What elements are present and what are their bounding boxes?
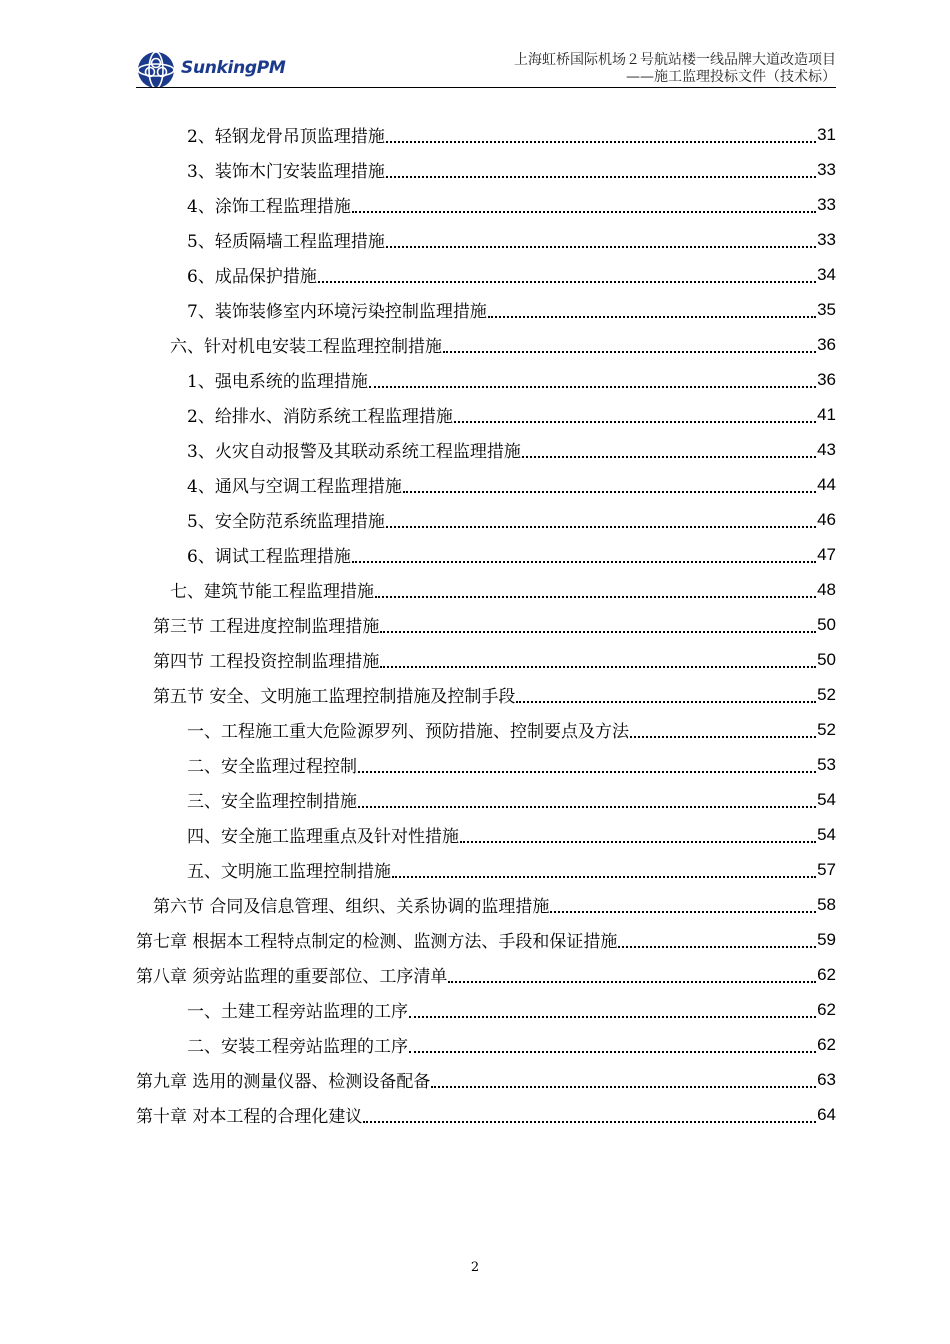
- toc-entry-title: 3、火灾自动报警及其联动系统工程监理措施: [187, 442, 521, 462]
- toc-entry-page: 54: [817, 789, 836, 809]
- toc-entry[interactable]: [170, 327, 836, 362]
- toc-dot-leader: [460, 831, 816, 843]
- toc-dot-leader: [318, 271, 816, 283]
- toc-entry-title: 三、安全监理控制措施: [187, 792, 357, 812]
- toc-entry[interactable]: [136, 922, 836, 957]
- toc-dot-leader: [386, 236, 816, 248]
- toc-entry-page: 48: [817, 579, 836, 599]
- toc-entry-page: 54: [817, 824, 836, 844]
- toc-entry[interactable]: [187, 852, 836, 887]
- toc-dot-leader: [386, 516, 816, 528]
- toc-entry-title: 4、涂饰工程监理措施: [187, 197, 351, 217]
- toc-entry-page: 33: [817, 159, 836, 179]
- toc-entry-page: 62: [817, 999, 836, 1019]
- toc-entry-page: 41: [817, 404, 836, 424]
- toc-dot-leader: [443, 341, 816, 353]
- toc-entry[interactable]: [136, 1062, 836, 1097]
- toc-entry[interactable]: [153, 642, 836, 677]
- toc-entry[interactable]: [187, 537, 836, 572]
- toc-entry-title: 7、装饰装修室内环境污染控制监理措施: [187, 302, 487, 322]
- toc-entry-page: 50: [817, 614, 836, 634]
- toc-entry-title: 第十章 对本工程的合理化建议: [136, 1107, 363, 1127]
- toc-dot-leader: [363, 1111, 816, 1123]
- toc-entry-title: 一、工程施工重大危险源罗列、预防措施、控制要点及方法: [187, 722, 629, 742]
- toc-entry-title: 4、通风与空调工程监理措施: [187, 477, 402, 497]
- toc-entry[interactable]: [187, 152, 836, 187]
- toc-entry[interactable]: [170, 572, 836, 607]
- toc-entry-title: 四、安全施工监理重点及针对性措施: [187, 827, 459, 847]
- toc-entry-page: 43: [817, 439, 836, 459]
- toc-entry[interactable]: [187, 712, 836, 747]
- toc-entry-page: 33: [817, 194, 836, 214]
- toc-entry-page: 52: [817, 684, 836, 704]
- toc-entry[interactable]: [187, 747, 836, 782]
- toc-entry[interactable]: [187, 467, 836, 502]
- toc-entry[interactable]: [187, 117, 836, 152]
- toc-entry[interactable]: [187, 432, 836, 467]
- toc-entry[interactable]: [187, 1027, 836, 1062]
- toc-dot-leader: [522, 446, 816, 458]
- toc-dot-leader: [380, 621, 816, 633]
- toc-entry-title: 第五节 安全、文明施工监理控制措施及控制手段: [153, 687, 516, 707]
- toc-entry-page: 36: [817, 369, 836, 389]
- toc-dot-leader: [392, 866, 816, 878]
- toc-entry[interactable]: [187, 397, 836, 432]
- toc-entry-title: 一、土建工程旁站监理的工序: [187, 1002, 408, 1022]
- toc-entry-page: 31: [817, 124, 836, 144]
- toc-dot-leader: [352, 551, 816, 563]
- header-project-line: 上海虹桥国际机场２号航站楼一线品牌大道改造项目: [514, 52, 836, 68]
- toc-entry-page: 64: [817, 1104, 836, 1124]
- toc-entry-page: 46: [817, 509, 836, 529]
- globe-logo-icon: [136, 50, 178, 90]
- toc-entry[interactable]: [187, 362, 836, 397]
- toc-entry-title: 第七章 根据本工程特点制定的检测、监测方法、手段和保证措施: [136, 932, 618, 952]
- toc-entry-title: 2、轻钢龙骨吊顶监理措施: [187, 127, 385, 147]
- toc-entry-page: 50: [817, 649, 836, 669]
- toc-entry-title: 6、成品保护措施: [187, 267, 317, 287]
- toc-entry-title: 二、安装工程旁站监理的工序: [187, 1037, 408, 1057]
- toc-dot-leader: [386, 166, 816, 178]
- toc-entry-page: 47: [817, 544, 836, 564]
- toc-entry-title: 1、强电系统的监理措施: [187, 372, 368, 392]
- toc-entry[interactable]: [136, 1097, 836, 1132]
- toc-entry[interactable]: [187, 992, 836, 1027]
- toc-dot-leader: [431, 1076, 816, 1088]
- toc-entry-page: 53: [817, 754, 836, 774]
- toc-entry-page: 59: [817, 929, 836, 949]
- toc-entry-title: 六、针对机电安装工程监理控制措施: [170, 337, 442, 357]
- toc-dot-leader: [448, 971, 816, 983]
- toc-entry-page: 52: [817, 719, 836, 739]
- toc-entry[interactable]: [187, 257, 836, 292]
- toc-entry-title: 七、建筑节能工程监理措施: [170, 582, 374, 602]
- toc-dot-leader: [369, 376, 816, 388]
- header-divider: [136, 87, 836, 88]
- toc-dot-leader: [630, 726, 816, 738]
- toc-dot-leader: [550, 901, 816, 913]
- toc-dot-leader: [488, 306, 816, 318]
- toc-dot-leader: [358, 761, 816, 773]
- toc-entry-page: 33: [817, 229, 836, 249]
- toc-entry[interactable]: [187, 782, 836, 817]
- header-doc-line: ——施工监理投标文件（技术标）: [626, 69, 836, 85]
- toc-entry-title: 第九章 选用的测量仪器、检测设备配备: [136, 1072, 431, 1092]
- toc-entry-title: 第三节 工程进度控制监理措施: [153, 617, 380, 637]
- toc-entry[interactable]: [187, 817, 836, 852]
- toc-dot-leader: [409, 1041, 816, 1053]
- logo-wordmark: SunkingPM: [181, 58, 286, 78]
- toc-entry-title: 2、给排水、消防系统工程监理措施: [187, 407, 453, 427]
- toc-dot-leader: [352, 201, 816, 213]
- toc-dot-leader: [375, 586, 816, 598]
- toc-entry-title: 五、文明施工监理控制措施: [187, 862, 391, 882]
- toc-entry-page: 58: [817, 894, 836, 914]
- toc-entry-title: 第六节 合同及信息管理、组织、关系协调的监理措施: [153, 897, 550, 917]
- toc-entry[interactable]: [187, 292, 836, 327]
- page-header: [514, 52, 836, 86]
- toc-dot-leader: [454, 411, 816, 423]
- toc-entry-title: 6、调试工程监理措施: [187, 547, 351, 567]
- toc-entry-page: 36: [817, 334, 836, 354]
- toc-entry[interactable]: [187, 502, 836, 537]
- company-logo: [136, 50, 286, 90]
- toc-entry-title: 第四节 工程投资控制监理措施: [153, 652, 380, 672]
- toc-entry[interactable]: [153, 607, 836, 642]
- toc-entry-title: 5、安全防范系统监理措施: [187, 512, 385, 532]
- toc-entry[interactable]: [187, 222, 836, 257]
- toc-dot-leader: [380, 656, 816, 668]
- page-number: 2: [470, 1260, 480, 1275]
- toc-entry-page: 34: [817, 264, 836, 284]
- toc-dot-leader: [409, 1006, 816, 1018]
- toc-entry[interactable]: [136, 957, 836, 992]
- toc-entry[interactable]: [187, 187, 836, 222]
- toc-entry-title: 第八章 须旁站监理的重要部位、工序清单: [136, 967, 448, 987]
- toc-dot-leader: [618, 936, 816, 948]
- toc-entry[interactable]: [153, 887, 836, 922]
- toc-entry-page: 57: [817, 859, 836, 879]
- toc-entry-title: 3、装饰木门安装监理措施: [187, 162, 385, 182]
- toc-entry-page: 44: [817, 474, 836, 494]
- toc-dot-leader: [358, 796, 816, 808]
- toc-entry-page: 62: [817, 1034, 836, 1054]
- toc-entry-page: 35: [817, 299, 836, 319]
- toc-entry-title: 5、轻质隔墙工程监理措施: [187, 232, 385, 252]
- toc-entry[interactable]: [153, 677, 836, 712]
- toc-entry-page: 62: [817, 964, 836, 984]
- toc-entry-page: 63: [817, 1069, 836, 1089]
- toc-dot-leader: [386, 131, 816, 143]
- toc-dot-leader: [516, 691, 816, 703]
- toc-entry-title: 二、安全监理过程控制: [187, 757, 357, 777]
- toc-dot-leader: [403, 481, 816, 493]
